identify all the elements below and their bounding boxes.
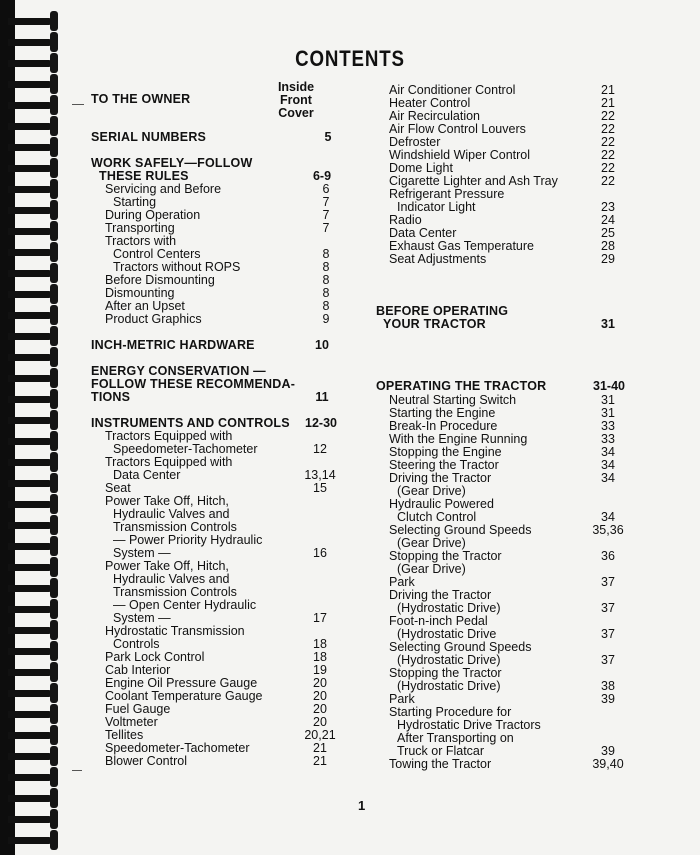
toc-page-ref: 39,40 [592, 757, 624, 771]
toc-entry: Air Flow Control Louvers [389, 122, 526, 136]
binding-coil [8, 669, 52, 676]
binding-coil [8, 186, 52, 193]
pen-mark [72, 104, 84, 105]
toc-entry: Break-In Procedure [389, 419, 498, 433]
toc-entry: Transporting [105, 221, 175, 235]
toc-entry: Stopping the Tractor [389, 666, 502, 680]
toc-entry: Dome Light [389, 161, 453, 175]
toc-page-ref: 35,36 [592, 523, 624, 537]
toc-page-ref: 19 [313, 663, 327, 677]
toc-page-ref: 37 [601, 601, 615, 615]
toc-entry: Seat [105, 481, 131, 495]
toc-entry: Driving the Tractor [389, 588, 492, 602]
toc-page-ref: 12 [313, 442, 327, 456]
toc-page-ref: 18 [313, 637, 327, 651]
toc-page-ref: 34 [601, 510, 615, 524]
toc-page-ref: Inside Front Cover [277, 80, 315, 120]
toc-section-heading: TIONS [91, 390, 131, 404]
binding-coil [8, 102, 52, 109]
toc-entry: Hydraulic Valves and [113, 507, 230, 521]
toc-entry: Voltmeter [105, 715, 158, 729]
toc-entry: After Transporting on [397, 731, 514, 745]
toc-entry: Truck or Flatcar [397, 744, 485, 758]
toc-entry: Park [389, 575, 415, 589]
toc-page-ref: 37 [601, 653, 615, 667]
binding-coil [8, 438, 52, 445]
toc-page-ref: 22 [601, 109, 615, 123]
toc-page-ref: 18 [313, 650, 327, 664]
toc-page-ref: 37 [601, 575, 615, 589]
toc-page-ref: 34 [601, 458, 615, 472]
toc-page-ref: 22 [601, 122, 615, 136]
toc-entry: Starting Procedure for [389, 705, 512, 719]
toc-entry: Air Recirculation [389, 109, 481, 123]
toc-page-ref: 28 [601, 239, 615, 253]
binding-coil [8, 753, 52, 760]
binding-coil [8, 375, 52, 382]
toc-page-ref: 10 [315, 338, 329, 352]
toc-section-heading: INSTRUMENTS AND CONTROLS [91, 416, 290, 430]
toc-entry: Windshield Wiper Control [389, 148, 531, 162]
toc-page-ref: 29 [601, 252, 615, 266]
binding-coil [8, 312, 52, 319]
toc-page-ref: 11 [315, 390, 329, 404]
binding-coil [8, 648, 52, 655]
spiral-binding [0, 0, 70, 855]
toc-entry: (Gear Drive) [397, 484, 466, 498]
toc-page-ref: 7 [322, 221, 330, 235]
binding-coil [8, 690, 52, 697]
toc-section-heading: ENERGY CONSERVATION — [91, 364, 266, 378]
toc-entry: (Hydrostatic Drive) [397, 653, 501, 667]
toc-page-ref: 8 [322, 299, 330, 313]
binding-coil [8, 480, 52, 487]
toc-entry: Neutral Starting Switch [389, 393, 517, 407]
toc-entry: Refrigerant Pressure [389, 187, 505, 201]
toc-entry: Defroster [389, 135, 441, 149]
toc-section-heading: INCH-METRIC HARDWARE [91, 338, 255, 352]
toc-entry: Driving the Tractor [389, 471, 492, 485]
toc-entry: Selecting Ground Speeds [389, 523, 532, 537]
binding-coil [8, 606, 52, 613]
toc-page-ref: 25 [601, 226, 615, 240]
binding-coil [8, 39, 52, 46]
toc-entry: Tractors with [105, 234, 177, 248]
binding-coil [8, 60, 52, 67]
toc-page-ref: 24 [601, 213, 615, 227]
toc-entry: Air Conditioner Control [389, 83, 516, 97]
binding-coil [8, 732, 52, 739]
toc-page-ref: 12-30 [305, 416, 337, 430]
toc-entry: System — [113, 611, 171, 625]
toc-entry: Before Dismounting [105, 273, 215, 287]
toc-entry: Towing the Tractor [389, 757, 492, 771]
toc-page-ref: 16 [313, 546, 327, 560]
toc-entry: Seat Adjustments [389, 252, 487, 266]
toc-entry: Hydrostatic Drive Tractors [397, 718, 541, 732]
binding-coil [8, 417, 52, 424]
toc-page-ref: 20 [313, 676, 327, 690]
toc-page-ref: 21 [313, 754, 327, 768]
toc-entry: Dismounting [105, 286, 175, 300]
toc-entry: Tractors Equipped with [105, 429, 233, 443]
toc-entry: Cab Interior [105, 663, 171, 677]
binding-coil [8, 774, 52, 781]
binding-coil [8, 459, 52, 466]
toc-page-ref: 21 [601, 96, 615, 110]
toc-section-heading: TO THE OWNER [91, 92, 191, 106]
toc-entry: Power Take Off, Hitch, [105, 559, 229, 573]
toc-entry: Speedometer-Tachometer [105, 741, 250, 755]
toc-page-ref: 39 [601, 744, 615, 758]
toc-page-ref: 31 [601, 317, 615, 331]
toc-entry: Foot-n-inch Pedal [389, 614, 488, 628]
toc-page-ref: 8 [322, 260, 330, 274]
toc-section-heading: OPERATING THE TRACTOR [376, 379, 547, 393]
toc-entry: Selecting Ground Speeds [389, 640, 532, 654]
toc-entry: Clutch Control [397, 510, 477, 524]
toc-entry: — Power Priority Hydraulic [113, 533, 263, 547]
toc-entry: Tractors without ROPS [113, 260, 241, 274]
toc-page-ref: 38 [601, 679, 615, 693]
toc-page-ref: 15 [313, 481, 327, 495]
toc-section-heading: THESE RULES [99, 169, 189, 183]
toc-page-ref: 6-9 [312, 169, 332, 183]
toc-entry: Data Center [389, 226, 457, 240]
toc-entry: Hydraulic Powered [389, 497, 494, 511]
binding-coil [8, 543, 52, 550]
toc-page-ref: 36 [601, 549, 615, 563]
toc-entry: With the Engine Running [389, 432, 528, 446]
toc-page-ref: 33 [601, 419, 615, 433]
toc-entry: Engine Oil Pressure Gauge [105, 676, 258, 690]
binding-coil [8, 144, 52, 151]
toc-page-ref: 20 [313, 715, 327, 729]
toc-section-heading: YOUR TRACTOR [383, 317, 486, 331]
binding-coil [8, 207, 52, 214]
toc-entry: Speedometer-Tachometer [113, 442, 258, 456]
binding-coil [8, 585, 52, 592]
toc-entry: Radio [389, 213, 422, 227]
binding-coil [8, 522, 52, 529]
toc-section-heading: SERIAL NUMBERS [91, 130, 207, 144]
toc-entry: Tellites [105, 728, 144, 742]
toc-entry: Stopping the Engine [389, 445, 502, 459]
toc-entry: Hydraulic Valves and [113, 572, 230, 586]
toc-entry: Steering the Tractor [389, 458, 499, 472]
toc-page-ref: 31 [601, 406, 615, 420]
toc-entry: (Hydrostatic Drive [397, 627, 497, 641]
toc-page-ref: 7 [322, 208, 330, 222]
toc-page-ref: 20,21 [304, 728, 336, 742]
toc-entry: Indicator Light [397, 200, 476, 214]
toc-entry: — Open Center Hydraulic [113, 598, 257, 612]
toc-page-ref: 13,14 [304, 468, 336, 482]
toc-entry: Fuel Gauge [105, 702, 171, 716]
binding-coil [8, 270, 52, 277]
binding-coil [8, 249, 52, 256]
toc-page-ref: 37 [601, 627, 615, 641]
toc-page-ref: 20 [313, 689, 327, 703]
toc-entry: Starting the Engine [389, 406, 496, 420]
toc-section-heading: BEFORE OPERATING [376, 304, 509, 318]
toc-page-ref: 8 [322, 286, 330, 300]
toc-entry: Tractors Equipped with [105, 455, 233, 469]
toc-entry: Starting [113, 195, 157, 209]
binding-coil [8, 501, 52, 508]
toc-entry: (Hydrostatic Drive) [397, 679, 501, 693]
toc-entry: System — [113, 546, 171, 560]
toc-page-ref: 39 [601, 692, 615, 706]
page-title: CONTENTS [295, 46, 405, 71]
toc-entry: Product Graphics [105, 312, 202, 326]
toc-entry: Servicing and Before [105, 182, 222, 196]
toc-entry: Exhaust Gas Temperature [389, 239, 534, 253]
toc-entry: During Operation [105, 208, 201, 222]
binding-coil [8, 711, 52, 718]
toc-page-ref: 7 [322, 195, 330, 209]
toc-entry: Hydrostatic Transmission [105, 624, 245, 638]
toc-page-ref: 21 [601, 83, 615, 97]
toc-page-ref: 22 [601, 161, 615, 175]
toc-page-ref: 5 [324, 130, 332, 144]
binding-coil [8, 165, 52, 172]
toc-section-heading: WORK SAFELY—FOLLOW [91, 156, 253, 170]
toc-entry: (Gear Drive) [397, 562, 466, 576]
toc-page-ref: 34 [601, 471, 615, 485]
toc-entry: Transmission Controls [113, 520, 237, 534]
binding-coil [8, 123, 52, 130]
toc-entry: Cigarette Lighter and Ash Tray [389, 174, 558, 188]
binding-coil [8, 333, 52, 340]
binding-coil [8, 627, 52, 634]
toc-page-ref: 22 [601, 135, 615, 149]
toc-entry: Data Center [113, 468, 181, 482]
page-number: 1 [358, 798, 366, 813]
toc-page-ref: 31-40 [593, 379, 625, 393]
toc-page-ref: 9 [322, 312, 330, 326]
binding-coil [8, 564, 52, 571]
toc-entry: (Gear Drive) [397, 536, 466, 550]
binding-coil [8, 18, 52, 25]
binding-coil [8, 837, 52, 844]
toc-entry: Park [389, 692, 415, 706]
toc-entry: Blower Control [105, 754, 187, 768]
toc-page-ref: 17 [313, 611, 327, 625]
toc-page-ref: 22 [601, 148, 615, 162]
binding-coil [8, 228, 52, 235]
toc-page-ref: 33 [601, 432, 615, 446]
toc-entry: After an Upset [105, 299, 185, 313]
toc-entry: Control Centers [113, 247, 201, 261]
toc-page-ref: 20 [313, 702, 327, 716]
toc-page-ref: 8 [322, 273, 330, 287]
toc-entry: Coolant Temperature Gauge [105, 689, 263, 703]
toc-page-ref: 23 [601, 200, 615, 214]
toc-page-ref: 6 [322, 182, 330, 196]
binding-coil [8, 396, 52, 403]
toc-entry: Controls [113, 637, 160, 651]
toc-section-heading: FOLLOW THESE RECOMMENDA- [91, 377, 296, 391]
toc-page-ref: 31 [601, 393, 615, 407]
binding-coil [8, 354, 52, 361]
toc-entry: Transmission Controls [113, 585, 237, 599]
toc-entry: (Hydrostatic Drive) [397, 601, 501, 615]
toc-page-ref: 22 [601, 174, 615, 188]
binding-coil [8, 81, 52, 88]
toc-page-ref: 21 [313, 741, 327, 755]
toc-page-ref: 34 [601, 445, 615, 459]
binding-coil [8, 816, 52, 823]
toc-entry: Stopping the Tractor [389, 549, 502, 563]
binding-coil [8, 795, 52, 802]
toc-page-ref: 8 [322, 247, 330, 261]
toc-entry: Power Take Off, Hitch, [105, 494, 229, 508]
binding-coil [8, 291, 52, 298]
pen-mark [72, 770, 82, 771]
toc-entry: Heater Control [389, 96, 471, 110]
toc-entry: Park Lock Control [105, 650, 205, 664]
